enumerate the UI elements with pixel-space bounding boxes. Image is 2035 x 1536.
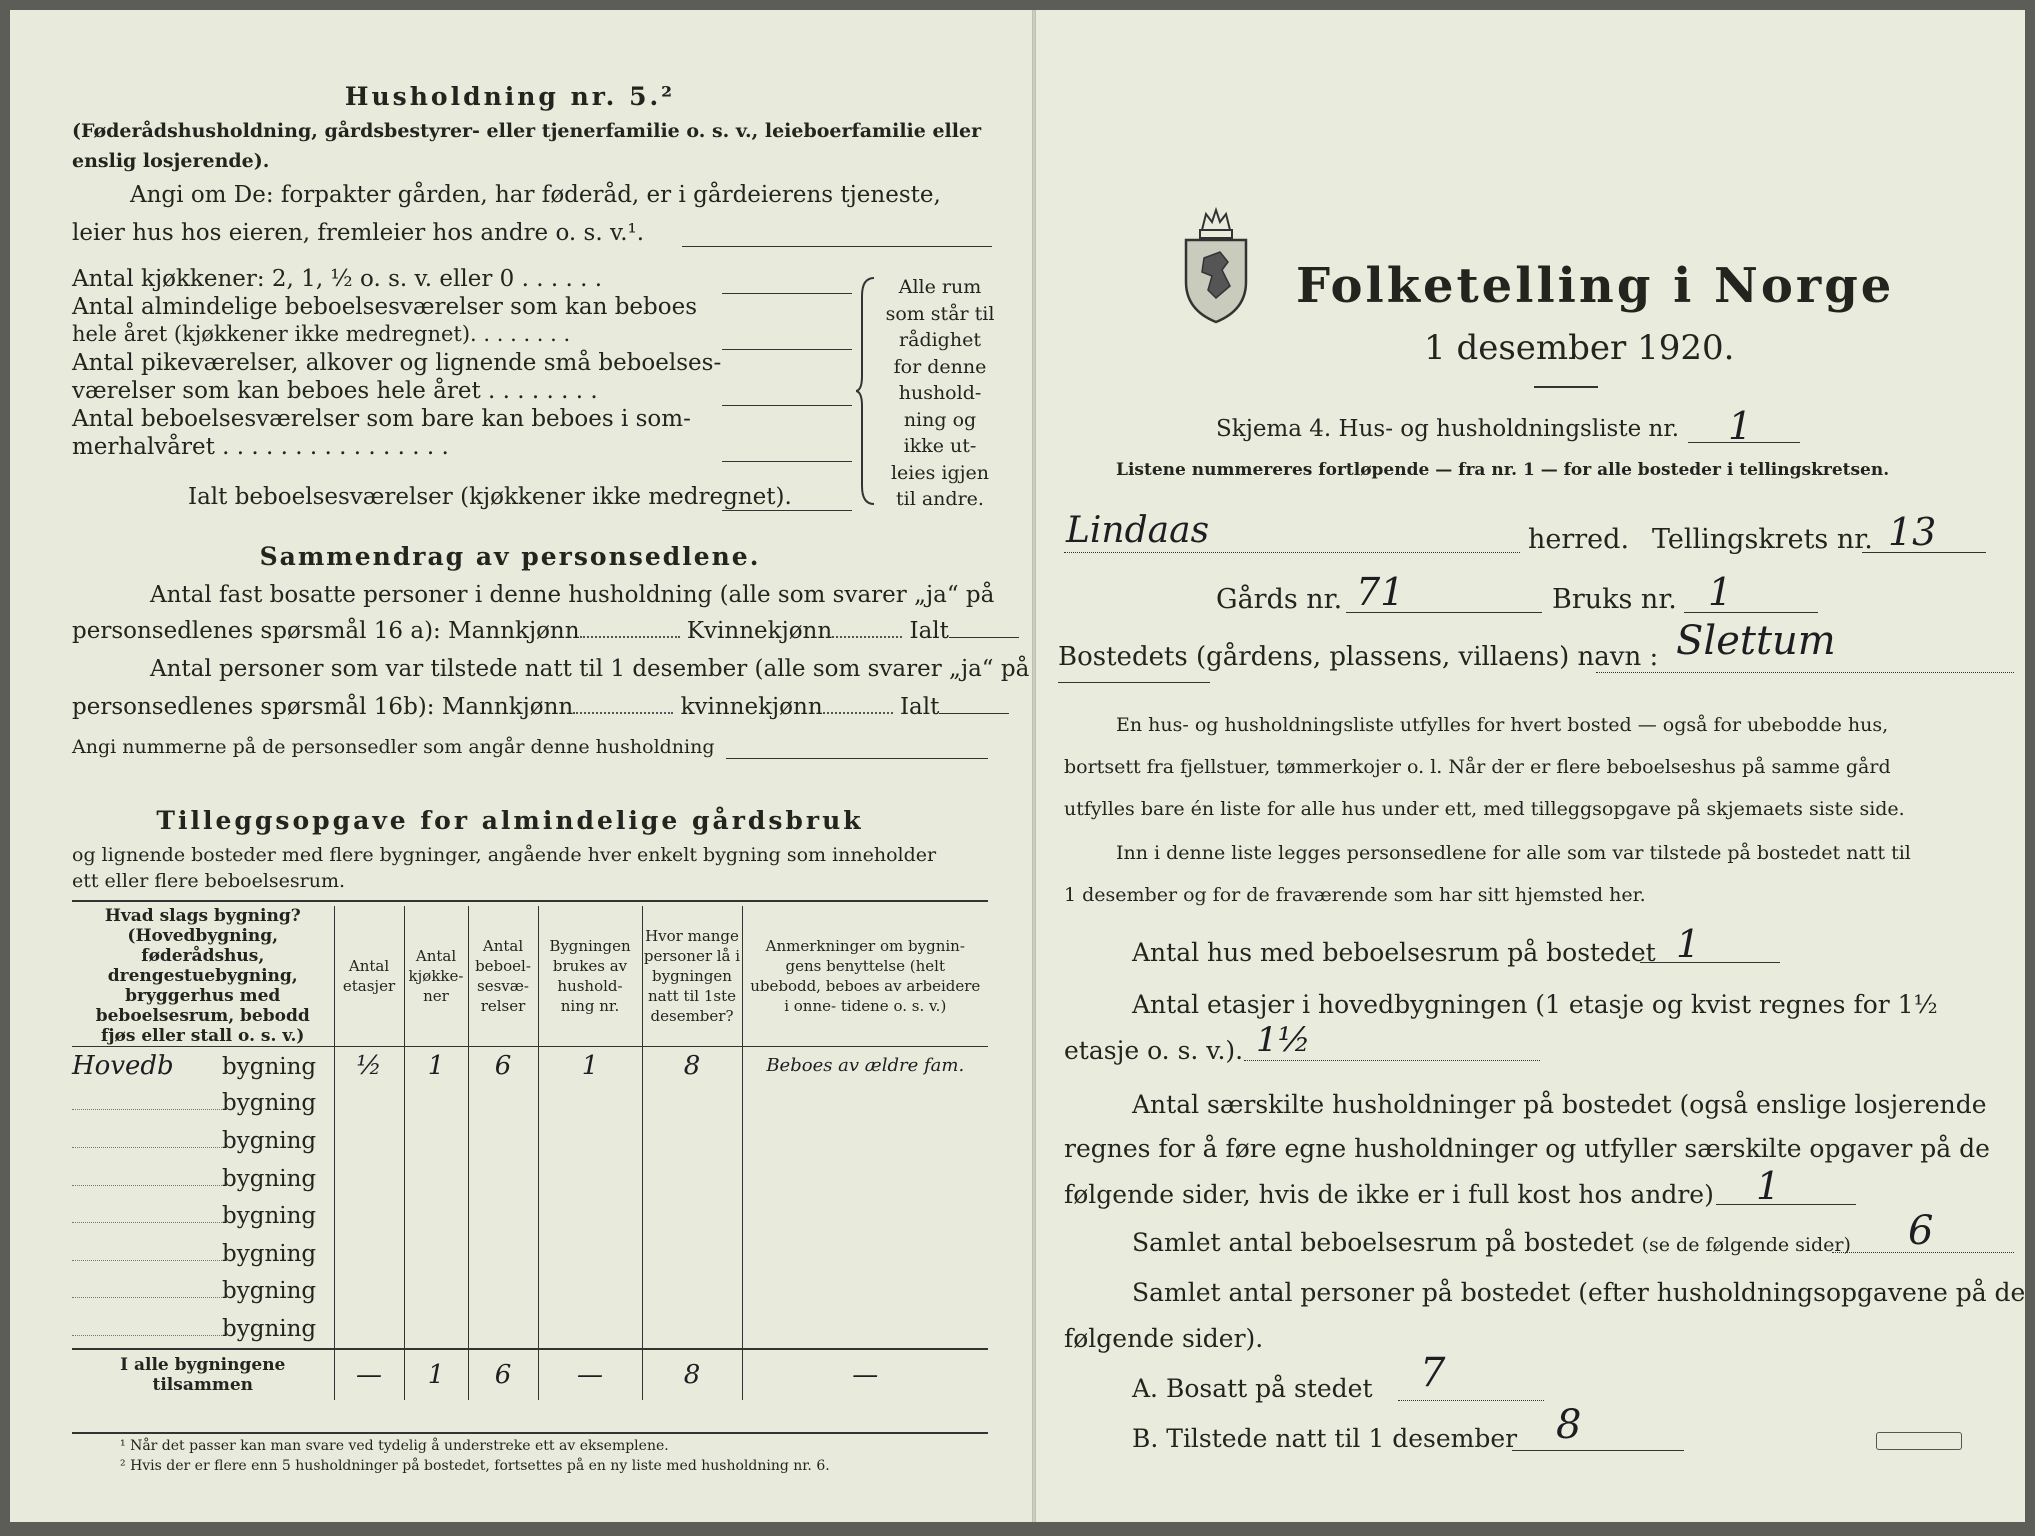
herred-line	[1064, 552, 1520, 553]
total-label: I alle bygningene tilsammen	[72, 1349, 334, 1400]
rooms-line-7: merhalvåret . . . . . . . . . . . . . . . .	[72, 434, 449, 460]
cell-kjokkener[interactable]	[404, 1085, 468, 1123]
header-kjokkener: Antal kjøkke- ner	[404, 906, 468, 1047]
cell-etasjer[interactable]	[334, 1310, 404, 1349]
rooms-answer-line	[722, 461, 852, 462]
bruks-line	[1684, 612, 1818, 613]
cell-type-value	[72, 1185, 222, 1186]
cell-anm[interactable]	[742, 1235, 988, 1273]
footnote-1: ¹ Når det passer kan man svare ved tydelig å understreke ett av eksemplene.	[120, 1438, 669, 1454]
header-vaerelser: Antal beboel- sesvæ- relser	[468, 906, 538, 1047]
samm-line-4	[72, 694, 1009, 720]
samlet-rum-label	[1132, 1228, 1851, 1257]
bosted-label: Bostedets (gårdens, plassens, villaens) navn :	[1058, 642, 1659, 672]
cell-vaerelser[interactable]: 6	[468, 1047, 538, 1085]
total-personer[interactable]: 8	[642, 1349, 742, 1400]
side-note-line: ning og	[903, 408, 977, 431]
cell-vaerelser[interactable]	[468, 1122, 538, 1160]
cell-kjokkener[interactable]	[404, 1122, 468, 1160]
cell-husholdning[interactable]	[538, 1085, 642, 1123]
cell-type-value	[72, 1335, 222, 1336]
cell-etasjer[interactable]	[334, 1085, 404, 1123]
cell-type[interactable]	[72, 1122, 334, 1160]
brace-icon	[856, 276, 880, 506]
cell-kjokkener[interactable]	[404, 1235, 468, 1273]
samlet-rum-text: Samlet antal beboelsesrum på bostedet	[1132, 1228, 1634, 1257]
header-etasjer: Antal etasjer	[334, 906, 404, 1047]
angi-answer-line	[682, 246, 992, 247]
side-note-line: som står til	[885, 302, 995, 325]
rooms-line-4: Antal pikeværelser, alkover og lignende små beboelses-	[72, 350, 722, 376]
bygning-label: bygning	[222, 1278, 317, 1305]
samm2-kvinne-label: kvinnekjønn	[680, 694, 823, 720]
samm-mann-label: personsedlenes spørsmål 16 a): Mannkjønn	[72, 618, 580, 644]
cell-anm[interactable]	[742, 1310, 988, 1349]
cell-husholdning[interactable]	[538, 1160, 642, 1198]
samm-line-1: Antal fast bosatte personer i denne husholdning (alle som svarer „ja“ på	[150, 582, 995, 608]
cell-type[interactable]	[72, 1273, 334, 1311]
gards-label: Gårds nr.	[1216, 584, 1343, 615]
cell-anm[interactable]	[742, 1160, 988, 1198]
header-type-text: Hvad slags bygning? (Hovedbygning, føderådshus, drengestuebygning, bryggerhus med beboelsesrum, bebodd fjøs eller stall o. s. v.)	[95, 906, 310, 1046]
table-top-rule	[72, 900, 988, 902]
cell-anm[interactable]	[742, 1273, 988, 1311]
cell-type[interactable]	[72, 1047, 334, 1085]
krets-line	[1862, 552, 1986, 553]
table-row	[72, 1047, 988, 1085]
cell-personer[interactable]	[642, 1160, 742, 1198]
cell-etasjer[interactable]	[334, 1273, 404, 1311]
cell-personer[interactable]	[642, 1310, 742, 1349]
samm2-ialt-label: Ialt	[899, 694, 940, 720]
samm-mann-field[interactable]	[580, 636, 680, 638]
krets-value[interactable]: 13	[1888, 510, 1937, 554]
cell-personer[interactable]	[642, 1085, 742, 1123]
samlet-rum-note: (se de følgende sider)	[1641, 1234, 1851, 1256]
rooms-answer-line	[722, 293, 852, 294]
samm-ialt-label: Ialt	[909, 618, 949, 644]
cell-kjokkener[interactable]	[404, 1160, 468, 1198]
bosatt-line	[1398, 1400, 1544, 1401]
cell-personer[interactable]	[642, 1273, 742, 1311]
samm-line-5: Angi nummerne på de personsedler som angår denne husholdning	[72, 736, 715, 758]
cell-etasjer[interactable]	[334, 1122, 404, 1160]
hus-line	[1640, 962, 1780, 963]
cell-etasjer[interactable]	[334, 1235, 404, 1273]
instr-line-2: bortsett fra fjellstuer, tømmerkojer o. l. Når der er flere beboelseshus på samme gård	[1064, 756, 1891, 778]
cell-anm[interactable]	[742, 1085, 988, 1123]
cell-type-value	[72, 1147, 222, 1148]
total-vaerelser[interactable]: 6	[468, 1349, 538, 1400]
header-type	[72, 906, 334, 1047]
skjema-nr[interactable]: 1	[1728, 404, 1753, 448]
gards-line	[1346, 612, 1542, 613]
cell-type-value	[72, 1260, 222, 1261]
total-husholdning[interactable]: —	[538, 1349, 642, 1400]
herred-label: herred.	[1528, 524, 1630, 555]
cell-vaerelser[interactable]	[468, 1160, 538, 1198]
cell-kjokkener[interactable]	[404, 1273, 468, 1311]
samlet-rum-line	[1832, 1252, 2014, 1253]
bygning-label: bygning	[222, 1203, 317, 1230]
right-page	[1036, 10, 2025, 1522]
etasjer-line-1: Antal etasjer i hovedbygningen (1 etasje og kvist regnes for 1½	[1132, 990, 1938, 1019]
header-anm: Anmerkninger om bygnin- gens benyttelse (helt ubebodd, beboes av arbeidere i onne- tidene o. s. v.)	[742, 906, 988, 1047]
sammendrag-title: Sammendrag av personsedlene.	[259, 542, 761, 571]
tillegg-line-2: ett eller flere beboelsesrum.	[72, 870, 346, 892]
cell-kjokkener[interactable]	[404, 1197, 468, 1235]
tilstede-label: B. Tilstede natt til 1 desember	[1132, 1424, 1518, 1453]
rooms-answer-line	[722, 349, 852, 350]
samm-ialt-field[interactable]	[949, 637, 1019, 638]
table-row	[72, 1197, 988, 1235]
bruks-value[interactable]: 1	[1708, 570, 1733, 614]
bosted-underline	[1058, 682, 1210, 683]
etasjer-line-2: etasje o. s. v.).	[1064, 1036, 1244, 1065]
census-date: 1 desember 1920.	[1424, 328, 1735, 368]
title-rule	[1534, 386, 1598, 388]
side-note-line: leies igjen	[890, 461, 990, 484]
rooms-line-5: værelser som kan beboes hele året . . . . . . . .	[72, 378, 598, 404]
listene-note: Listene nummereres fortløpende — fra nr. 1 — for alle bosteder i tellingskretsen.	[1116, 460, 1890, 480]
cell-anm[interactable]: Beboes av ældre fam.	[742, 1047, 988, 1085]
building-table-header	[72, 906, 988, 1047]
cell-etasjer[interactable]	[334, 1197, 404, 1235]
bygning-label: bygning	[222, 1165, 317, 1192]
instr-line-3: utfylles bare én liste for alle hus under ett, med tilleggsopgave på skjemaets siste side.	[1064, 798, 1905, 820]
table-row	[72, 1122, 988, 1160]
bosatt-label: A. Bosatt på stedet	[1132, 1374, 1373, 1403]
husholdning-note: (Føderådshusholdning, gårdsbestyrer- eller tjenerfamilie o. s. v., leieboerfamilie eller	[72, 120, 982, 142]
cell-personer[interactable]	[642, 1197, 742, 1235]
hus-value[interactable]: 1	[1676, 922, 1701, 966]
sarskilte-line-3: følgende sider, hvis de ikke er i full kost hos andre)	[1064, 1180, 1714, 1209]
norway-coat-of-arms-icon	[1176, 206, 1256, 326]
sarskilte-line-1: Antal særskilte husholdninger på bostedet (også enslige losjerende	[1132, 1090, 1987, 1119]
samm2-ialt-field[interactable]	[939, 713, 1009, 714]
header-personer: Hvor mange personer lå i bygningen natt til 1ste desember?	[642, 906, 742, 1047]
cell-type-value	[72, 1297, 222, 1298]
rooms-line-2: Antal almindelige beboelsesværelser som kan beboes	[72, 294, 698, 320]
side-note-line: til andre.	[896, 488, 984, 510]
cell-husholdning[interactable]	[538, 1310, 642, 1349]
bosted-line	[1596, 672, 2014, 673]
samm-kvinne-field[interactable]	[832, 636, 902, 638]
side-note	[882, 274, 998, 513]
cell-anm[interactable]	[742, 1122, 988, 1160]
instr-line-1: En hus- og husholdningsliste utfylles for hvert bosted — også for ubebodde hus,	[1116, 714, 1889, 736]
table-row	[72, 1160, 988, 1198]
bygning-label: bygning	[222, 1090, 317, 1117]
instr-line-4: Inn i denne liste legges personsedlene for alle som var tilstede på bostedet natt til	[1116, 842, 1911, 864]
cell-kjokkener[interactable]	[404, 1310, 468, 1349]
table-row	[72, 1085, 988, 1123]
instr-line-5: 1 desember og for de fraværende som har sitt hjemsted her.	[1064, 884, 1646, 906]
rooms-line-1: Antal kjøkkener: 2, 1, ½ o. s. v. eller 0 . . . . . .	[72, 266, 603, 292]
samm-line-3: Antal personer som var tilstede natt til 1 desember (alle som svarer „ja“ på	[150, 656, 1030, 682]
tillegg-title: Tilleggsopgave for almindelige gårdsbruk	[156, 806, 864, 835]
samlet-rum-value[interactable]: 6	[1908, 1208, 1934, 1254]
side-note-line: Alle rum	[898, 276, 982, 298]
gards-value[interactable]: 71	[1356, 570, 1405, 614]
tilstede-value[interactable]: 8	[1556, 1402, 1582, 1448]
angi-line-1: Angi om De: forpakter gården, har føderåd, er i gårdeierens tjeneste,	[130, 182, 941, 208]
cell-etasjer[interactable]	[334, 1160, 404, 1198]
building-table	[72, 906, 988, 1400]
rooms-line-3: hele året (kjøkkener ikke medregnet). . . . . . . .	[72, 322, 571, 346]
bosted-value[interactable]: Slettum	[1676, 618, 1836, 664]
side-note-line: for denne	[893, 355, 987, 378]
cell-vaerelser[interactable]	[468, 1235, 538, 1273]
cell-etasjer[interactable]: ½	[334, 1047, 404, 1085]
sarskilte-value[interactable]: 1	[1756, 1164, 1781, 1208]
table-row	[72, 1235, 988, 1273]
bygning-label: bygning	[222, 1127, 317, 1154]
samm-kvinne-label: Kvinnekjønn	[686, 618, 833, 644]
cell-type[interactable]	[72, 1085, 334, 1123]
cell-husholdning[interactable]: 1	[538, 1047, 642, 1085]
table-row	[72, 1273, 988, 1311]
etasjer-line	[1244, 1060, 1540, 1061]
footnote-2: ² Hvis der er flere enn 5 husholdninger på bostedet, fortsettes på en ny liste med husholdning nr. 6.	[120, 1458, 830, 1474]
skjema-label: Skjema 4. Hus- og husholdningsliste nr.	[1216, 416, 1680, 442]
skjema-nr-line	[1688, 442, 1800, 443]
husholdning-note-2: enslig losjerende).	[72, 150, 270, 172]
header-husholdning: Bygningen brukes av hushold- ning nr.	[538, 906, 642, 1047]
cell-husholdning[interactable]	[538, 1122, 642, 1160]
husholdning-title: Husholdning nr. 5.²	[344, 82, 676, 111]
bygning-label: bygning	[222, 1240, 317, 1267]
tillegg-line-1: og lignende bosteder med flere bygninger, angående hver enkelt bygning som inneholder	[72, 844, 937, 866]
sarskilte-line	[1716, 1204, 1856, 1205]
side-note-line: rådighet	[899, 329, 981, 351]
table-total-row	[72, 1349, 988, 1400]
left-page	[10, 10, 1032, 1522]
tilstede-line	[1512, 1450, 1684, 1451]
cell-type[interactable]	[72, 1160, 334, 1198]
bosatt-value[interactable]: 7	[1420, 1350, 1446, 1396]
cell-vaerelser[interactable]	[468, 1085, 538, 1123]
krets-label: Tellingskrets nr.	[1652, 524, 1873, 555]
cell-vaerelser[interactable]	[468, 1310, 538, 1349]
cell-type-value	[72, 1222, 222, 1223]
cell-vaerelser[interactable]	[468, 1273, 538, 1311]
cell-vaerelser[interactable]	[468, 1197, 538, 1235]
census-title: Folketelling i Norge	[1296, 258, 1895, 314]
cell-anm[interactable]	[742, 1197, 988, 1235]
cell-type[interactable]	[72, 1197, 334, 1235]
total-kjokkener[interactable]: 1	[404, 1349, 468, 1400]
bruks-label: Bruks nr.	[1552, 584, 1677, 615]
cell-type[interactable]	[72, 1310, 334, 1349]
rooms-line-6: Antal beboelsesværelser som bare kan beboes i som-	[72, 406, 691, 432]
bygning-label: bygning	[222, 1053, 317, 1080]
rooms-total-label: Ialt beboelsesværelser (kjøkkener ikke medregnet).	[188, 484, 792, 510]
cell-personer[interactable]	[642, 1235, 742, 1273]
samm2-mann-label: personsedlenes spørsmål 16b): Mannkjønn	[72, 694, 574, 720]
rooms-total-line	[722, 510, 852, 511]
samlet-pers-line-1: Samlet antal personer på bostedet (efter husholdningsopgavene på de	[1132, 1278, 2025, 1307]
printer-stamp	[1876, 1432, 1962, 1450]
side-note-line: hushold-	[898, 382, 982, 404]
cell-type-value	[72, 1109, 222, 1110]
table-bottom-rule	[72, 1432, 988, 1434]
cell-type[interactable]	[72, 1235, 334, 1273]
rooms-answer-line	[722, 405, 852, 406]
total-etasjer[interactable]: —	[334, 1349, 404, 1400]
samm-line-2	[72, 618, 1019, 644]
samm2-kvinne-field[interactable]	[823, 712, 893, 714]
cell-type-value: Hovedb	[72, 1050, 174, 1081]
samm-numbers-line	[726, 758, 988, 759]
total-anm[interactable]: —	[742, 1349, 988, 1400]
side-note-line: ikke ut-	[903, 435, 977, 457]
bygning-label: bygning	[222, 1315, 317, 1342]
cell-personer[interactable]	[642, 1122, 742, 1160]
cell-kjokkener[interactable]: 1	[404, 1047, 468, 1085]
hus-label: Antal hus med beboelsesrum på bostedet	[1132, 938, 1656, 967]
angi-line-2: leier hus hos eieren, fremleier hos andre o. s. v.¹.	[72, 220, 645, 246]
etasjer-value[interactable]: 1½	[1256, 1020, 1311, 1060]
sarskilte-line-2: regnes for å føre egne husholdninger og utfyller særskilte opgaver på de	[1064, 1134, 1990, 1163]
cell-husholdning[interactable]	[538, 1235, 642, 1273]
samlet-pers-line-2: følgende sider).	[1064, 1324, 1264, 1353]
herred-value[interactable]: Lindaas	[1066, 510, 1210, 551]
table-row	[72, 1310, 988, 1349]
cell-husholdning[interactable]	[538, 1273, 642, 1311]
cell-personer[interactable]: 8	[642, 1047, 742, 1085]
samm2-mann-field[interactable]	[573, 712, 673, 714]
cell-husholdning[interactable]	[538, 1197, 642, 1235]
